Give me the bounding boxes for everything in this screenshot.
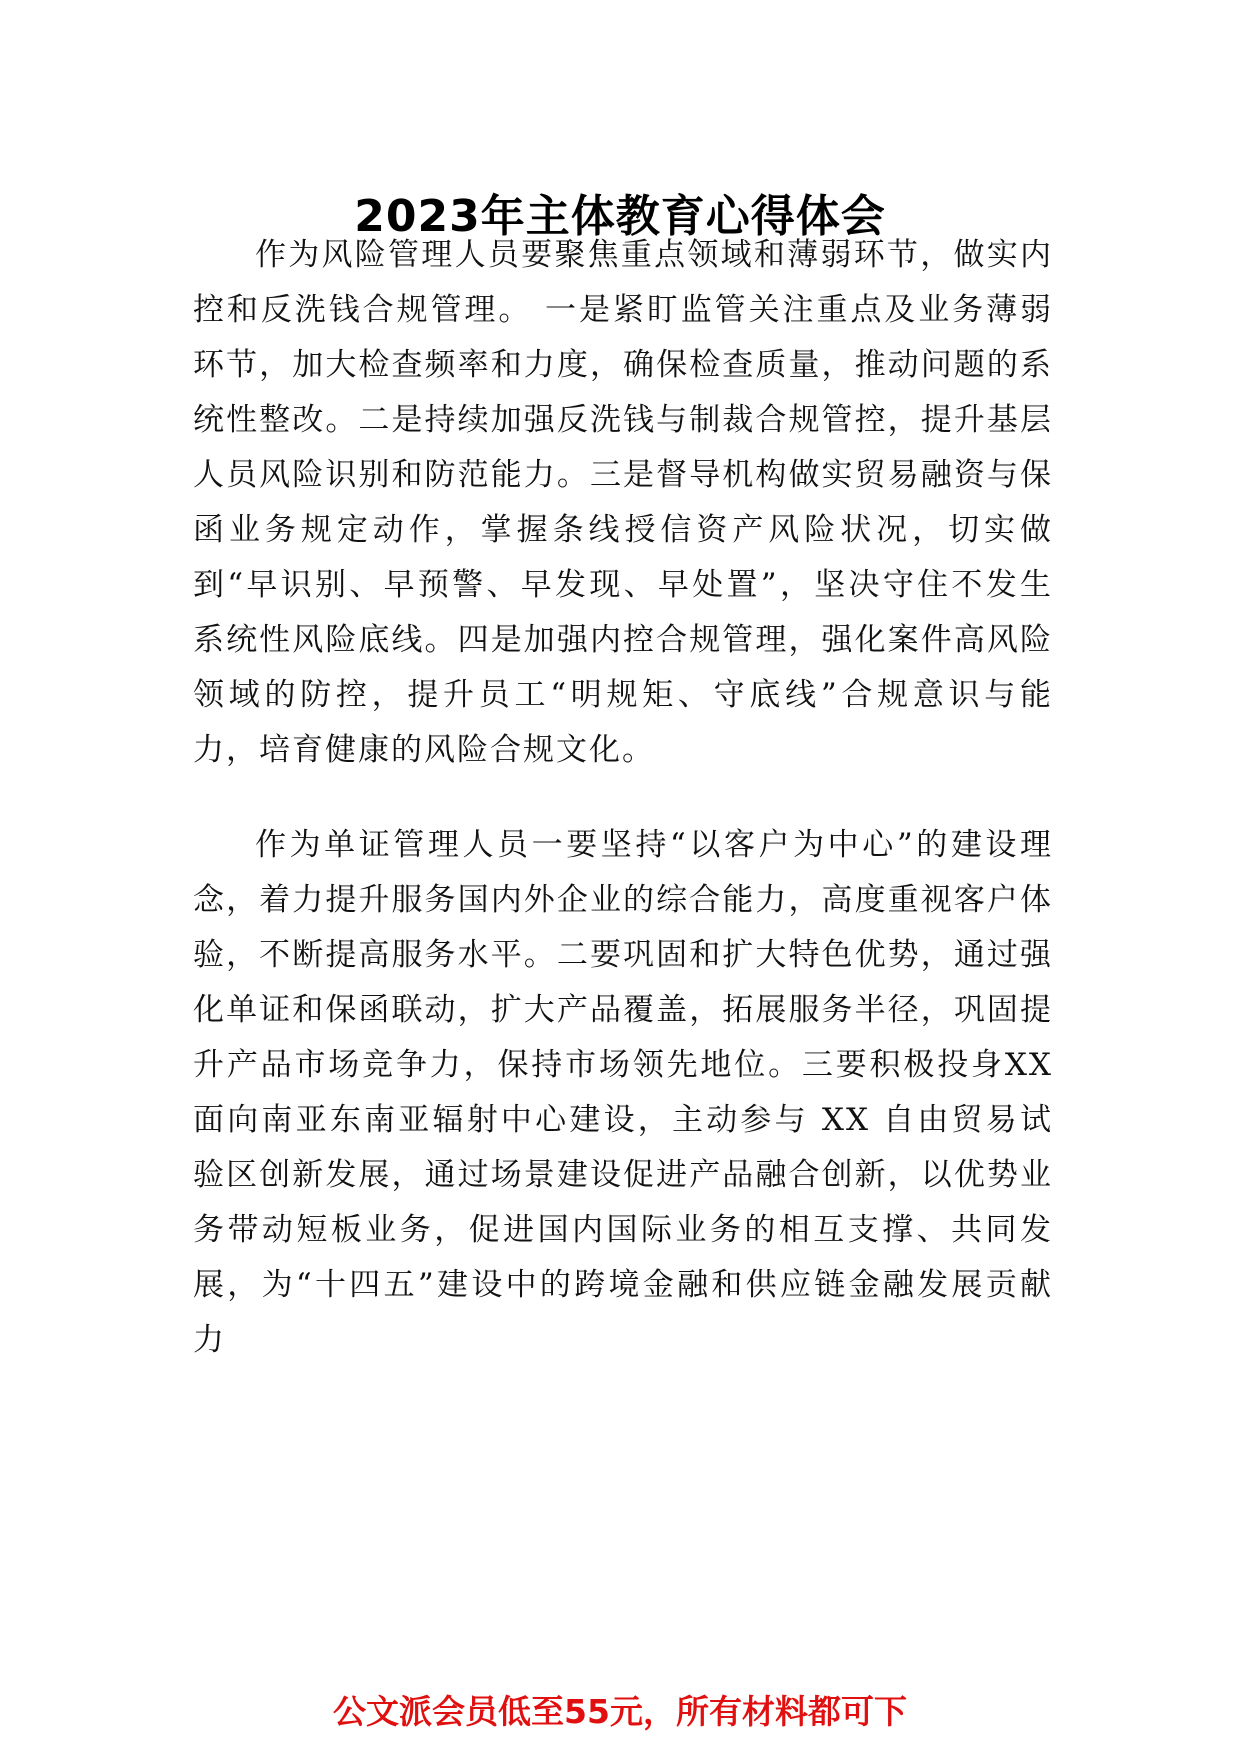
- body-paragraph-document-management: 作为单证管理人员一要坚持“以客户为中心”的建设理念，着力提升服务国内外企业的综合能力，高度重视客户体验，不断提高服务水平。二要巩固和扩大特色优势，通过强化单证和保函联动，扩大产品覆盖，拓展服务半径，巩固提升产品市场竞争力，保持市场领先地位。三要积极投身XX面向南亚东南亚辐射中心建设，主动参与 XX 自由贸易试验区创新发展，通过场景建设促进产品融合创新，以优势业务带动短板业务，促进国内国际业务的相互支撑、共同发展，为“十四五”建设中的跨境金融和供应链金融发展贡献力: [193, 827, 1053, 1358]
- footer-promo-text: 公文派会员低至55元，所有材料都可下: [333, 1692, 907, 1731]
- body-paragraph-risk-management: 作为风险管理人员要聚焦重点领域和薄弱环节，做实内控和反洗钱合规管理。 一是紧盯监管关注重点及业务薄弱环节，加大检查频率和力度，确保检查质量，推动问题的系统性整改。二是持续加强反洗钱与制裁合规管控，提升基层人员风险识别和防范能力。三是督导机构做实贸易融资与保函业务规定动作，掌握条线授信资产风险状况，切实做到“早识别、早预警、早发现、早处置”，坚决守住不发生系统性风险底线。四是加强内控合规管理，强化案件高风险领域的防控，提升员工“明规矩、守底线”合规意识与能力，培育健康的风险合规文化。: [193, 237, 1053, 768]
- document-title: 2023年主体教育心得体会: [354, 191, 886, 243]
